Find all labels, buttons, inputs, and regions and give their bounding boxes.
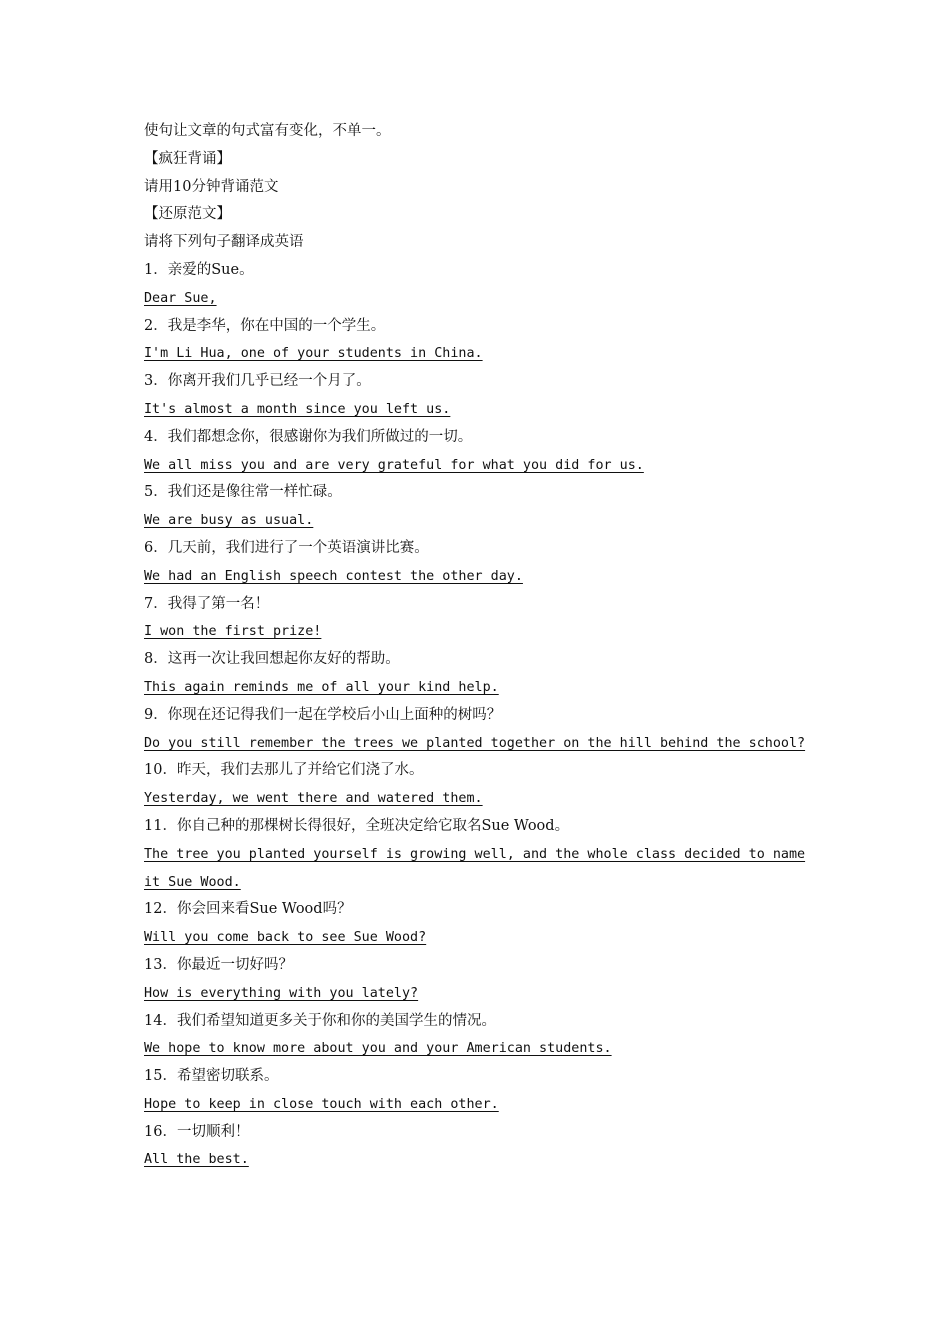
item-11-answer-text: The tree you planted yourself is growing well, and the whole class decided to name it Sue Wood. — [144, 846, 806, 890]
item-1-chinese: 1．亲爱的Sue。 — [144, 261, 254, 278]
document-page — [144, 118, 814, 1174]
item-5-answer — [144, 507, 814, 535]
item-2-answer-text: I'm Li Hua, one of your students in China. — [144, 346, 483, 362]
item-2-chinese: 2．我是李华，你在中国的一个学生。 — [144, 317, 386, 334]
item-11-answer — [144, 841, 808, 897]
item-3-answer — [144, 396, 814, 424]
recite-heading: 【疯狂背诵】 — [144, 150, 231, 167]
restore-instruction: 请将下列句子翻译成英语 — [144, 234, 304, 251]
item-8-answer — [144, 674, 814, 702]
recite-instruction: 请用10分钟背诵范文 — [144, 178, 279, 195]
item-16-chinese: 16．一切顺利！ — [144, 1123, 250, 1140]
item-15-answer — [144, 1091, 814, 1119]
item-13-answer — [144, 980, 814, 1008]
restore-heading: 【还原范文】 — [144, 206, 231, 223]
item-13-chinese: 13．你最近一切好吗？ — [144, 956, 293, 973]
item-16-answer-text: All the best. — [144, 1152, 249, 1168]
item-2-answer — [144, 340, 814, 368]
item-3-chinese: 3．你离开我们几乎已经一个月了。 — [144, 373, 371, 390]
item-6-answer-text: We had an English speech contest the other day. — [144, 568, 523, 584]
item-12-answer-text: Will you come back to see Sue Wood? — [144, 930, 427, 946]
item-12-answer — [144, 924, 814, 952]
item-8-answer-text: This again reminds me of all your kind help. — [144, 679, 499, 695]
item-10-answer-text: Yesterday, we went there and watered them. — [144, 791, 483, 807]
item-4-chinese: 4．我们都想念你，很感谢你为我们所做过的一切。 — [144, 428, 473, 445]
item-6-answer — [144, 563, 814, 591]
item-3-answer-text: It's almost a month since you left us. — [144, 401, 451, 417]
intro-line: 使句让文章的句式富有变化，不单一。 — [144, 123, 391, 139]
item-7-chinese: 7．我得了第一名！ — [144, 595, 270, 612]
item-7-answer-text: I won the first prize! — [144, 624, 322, 640]
item-9-answer — [144, 730, 808, 758]
item-6-chinese: 6．几天前，我们进行了一个英语演讲比赛。 — [144, 539, 429, 556]
item-10-chinese: 10．昨天，我们去那儿了并给它们浇了水。 — [144, 762, 424, 779]
item-14-chinese: 14．我们希望知道更多关于你和你的美国学生的情况。 — [144, 1012, 496, 1029]
item-11-chinese: 11．你自己种的那棵树长得很好，全班决定给它取名Sue Wood。 — [144, 817, 570, 834]
item-5-answer-text: We are busy as usual. — [144, 513, 314, 529]
item-8-chinese: 8．这再一次让我回想起你友好的帮助。 — [144, 651, 400, 668]
item-13-answer-text: How is everything with you lately? — [144, 985, 419, 1001]
item-12-chinese: 12．你会回来看Sue Wood吗？ — [144, 901, 352, 918]
item-9-chinese: 9．你现在还记得我们一起在学校后小山上面种的树吗？ — [144, 706, 502, 723]
translation-list — [144, 257, 814, 1174]
item-4-answer-text: We all miss you and are very grateful for what you did for us. — [144, 457, 644, 473]
item-5-chinese: 5．我们还是像往常一样忙碌。 — [144, 484, 342, 501]
item-10-answer — [144, 785, 814, 813]
item-4-answer — [144, 452, 814, 480]
item-14-answer — [144, 1035, 814, 1063]
item-16-answer — [144, 1146, 814, 1174]
item-1-answer-text: Dear Sue, — [144, 290, 217, 306]
item-1-answer — [144, 285, 814, 313]
item-7-answer — [144, 618, 814, 646]
item-15-chinese: 15．希望密切联系。 — [144, 1068, 279, 1085]
item-15-answer-text: Hope to keep in close touch with each other. — [144, 1096, 499, 1112]
item-14-answer-text: We hope to know more about you and your American students. — [144, 1041, 612, 1057]
item-9-answer-text: Do you still remember the trees we planted together on the hill behind the school? — [144, 735, 806, 751]
